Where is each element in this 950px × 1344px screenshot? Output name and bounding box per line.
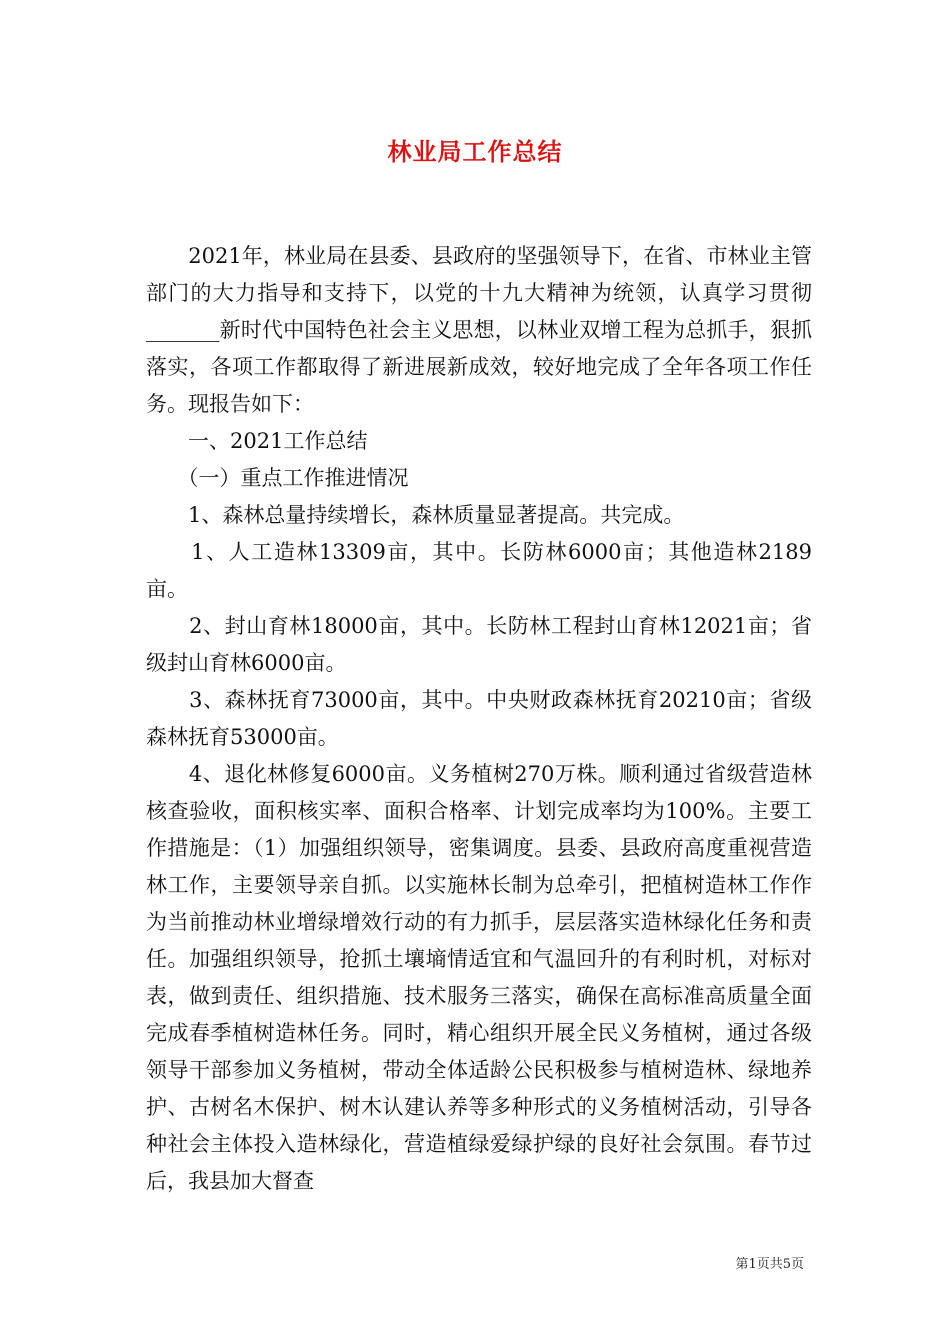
page-number: 第1页共5页 xyxy=(735,1257,804,1272)
document-body xyxy=(146,238,812,1200)
intro-paragraph: 2021年，林业局在县委、县政府的坚强领导下，在省、市林业主管部门的大力指导和支持下，以党的十九大精神为统领，认真学习贯彻_______新时代中国特色社会主义思想，以林业双增工程为总抓手，狠抓落实，各项工作都取得了新进展新成效，较好地完成了全年各项工作任务。现报告如下： xyxy=(146,244,812,416)
section-heading: 一、2021工作总结 xyxy=(146,429,368,453)
item-paragraph: 1、人工造林13309亩，其中。长防林6000亩；其他造林2189亩。 xyxy=(146,540,812,601)
subsection-heading: （一）重点工作推进情况 xyxy=(146,466,409,490)
document-title: 林业局工作总结 xyxy=(387,138,563,166)
item-paragraph: 2、封山育林18000亩，其中。长防林工程封山育林12021亩；省级封山育林6000亩。 xyxy=(146,614,812,675)
item-paragraph: 4、退化林修复6000亩。义务植树270万株。顺利通过省级营造林核查验收，面积核实率、面积合格率、计划完成率均为100%。主要工作措施是：（1）加强组织领导，密集调度。县委、县政府高度重视营造林工作，主要领导亲自抓。以实施林长制为总牵引，把植树造林工作作为当前推动林业增绿增效行动的有力抓手，层层落实造林绿化任务和责任。加强组织领导，抢抓土壤墒情适宜和气温回升的有利时机，对标对表，做到责任、组织措施、技术服务三落实，确保在高标准高质量全面完成春季植树造林任务。同时，精心组织开展全民义务植树，通过各级领导干部参加义务植树，带动全体适龄公民积极参与植树造林、绿地养护、古树名木保护、树木认建认养等多种形式的义务植树活动，引导各种社会主体投入造林绿化，营造植绿爱绿护绿的良好社会氛围。春节过后，我县加大督查 xyxy=(146,762,812,1193)
item-paragraph: 3、森林抚育73000亩，其中。中央财政森林抚育20210亩；省级森林抚育53000亩。 xyxy=(146,688,812,749)
item-paragraph: 1、森林总量持续增长，森林质量显著提高。共完成。 xyxy=(146,503,685,527)
